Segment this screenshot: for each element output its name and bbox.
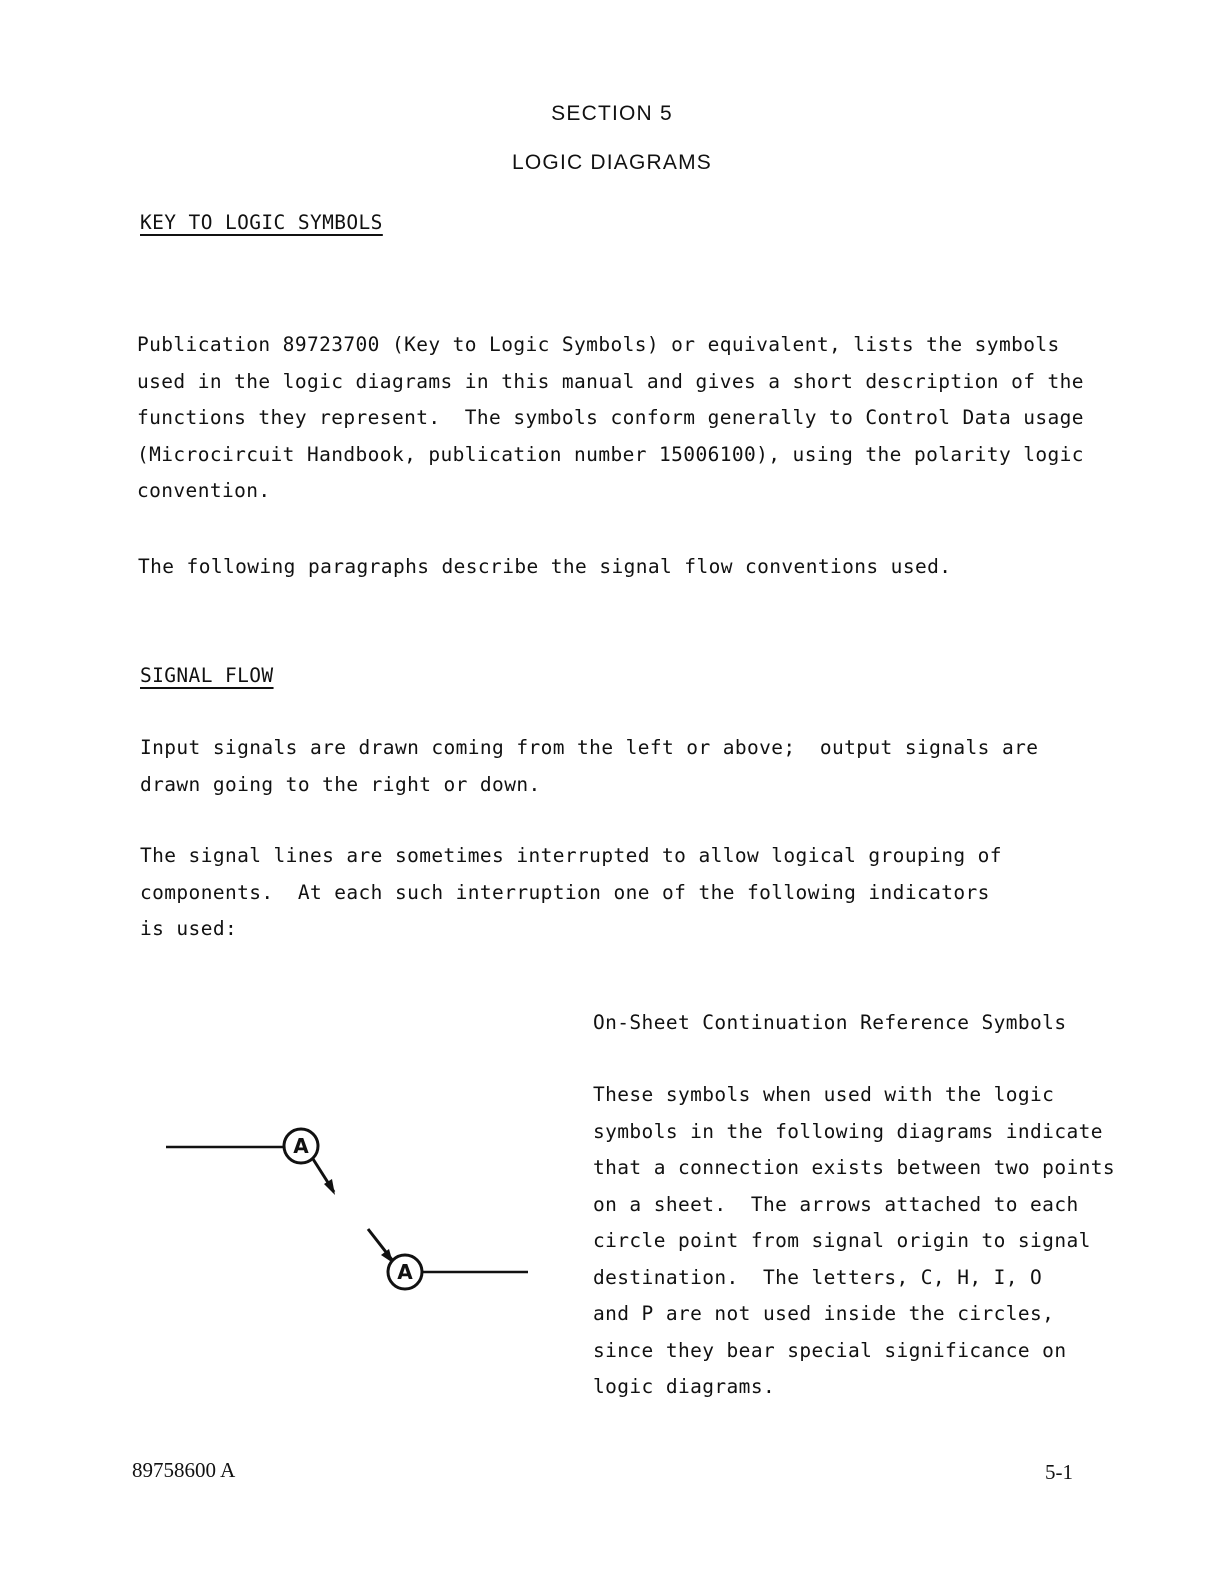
paragraph-line: destination. The letters, C, H, I, O: [593, 1265, 1043, 1289]
paragraph-line: since they bear special significance on: [593, 1338, 1067, 1362]
key-heading: KEY TO LOGIC SYMBOLS: [140, 211, 383, 234]
paragraph-line: that a connection exists between two points: [593, 1156, 1116, 1179]
origin-symbol: [166, 1129, 335, 1195]
paragraph-line: drawn going to the right or down.: [140, 772, 541, 796]
signal-flow-heading: SIGNAL FLOW: [140, 664, 274, 687]
destination-symbol: [368, 1229, 528, 1289]
paragraph-line: symbols in the following diagrams indicate: [593, 1119, 1103, 1143]
paragraph-line: functions they represent. The symbols conform generally to Control Data usage: [137, 406, 1084, 429]
paragraph-line: Input signals are drawn coming from the left or above; output signals are: [140, 736, 1039, 759]
paragraph-line: is used:: [140, 917, 238, 940]
section-number: SECTION 5: [551, 102, 673, 125]
followup-sentence: The following paragraphs describe the signal flow conventions used.: [138, 555, 952, 578]
connector-letter: A: [397, 1260, 413, 1284]
paragraph-line: logic diagrams.: [593, 1375, 776, 1398]
paragraph-line: components. At each such interruption one of the following indicators: [140, 880, 990, 904]
paragraph-line: (Microcircuit Handbook, publication number 15006100), using the polarity logic: [137, 442, 1084, 466]
paragraph-line: and P are not used inside the circles,: [593, 1302, 1055, 1325]
paragraph-line: The signal lines are sometimes interrupted to allow logical grouping of: [140, 844, 1002, 867]
section-title: LOGIC DIAGRAMS: [512, 151, 712, 174]
connector-letter: A: [293, 1134, 309, 1158]
paragraph-line: convention.: [137, 479, 271, 502]
paragraph-line: used in the logic diagrams in this manual and gives a short description of the: [137, 369, 1084, 393]
paragraph-line: on a sheet. The arrows attached to each: [593, 1192, 1079, 1216]
paragraph-line: These symbols when used with the logic: [593, 1083, 1055, 1106]
continuation-heading: On-Sheet Continuation Reference Symbols: [593, 1011, 1067, 1034]
publication-number: 89758600 A: [132, 1458, 236, 1482]
paragraph-line: circle point from signal origin to signal: [593, 1229, 1091, 1252]
page-number: 5-1: [1045, 1460, 1073, 1484]
paragraph-line: Publication 89723700 (Key to Logic Symbols) or equivalent, lists the symbols: [137, 333, 1060, 356]
